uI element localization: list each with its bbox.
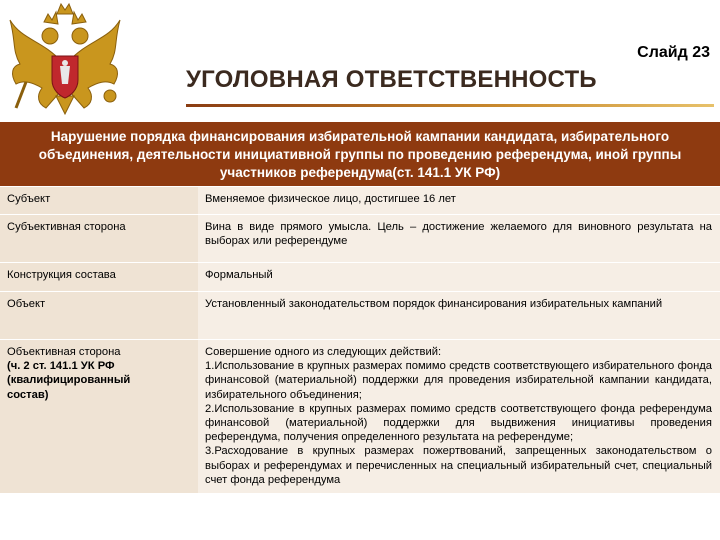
- table-row: [0, 263, 720, 292]
- liability-table: [0, 186, 720, 493]
- slide-title: УГОЛОВНАЯ ОТВЕТСТВЕННОСТЬ: [186, 66, 597, 93]
- row-label-line: (ч. 2 ст. 141.1 УК РФ: [7, 360, 115, 373]
- row-label: Субъект: [0, 187, 198, 215]
- row-value: Установленный законодательством порядок финансирования избирательных кампаний: [198, 292, 720, 340]
- value-line: 3.Расходование в крупных размерах пожертвований, запрещенных законодательством о выборах и референдумах и перечисленных на специальный избирательный счет, специальный счет фонда референдума: [205, 445, 712, 486]
- row-value: Вменяемое физическое лицо, достигшее 16 лет: [198, 187, 720, 215]
- row-label-line: (квалифицированный: [7, 374, 131, 387]
- row-label-line: Объективная сторона: [7, 346, 121, 358]
- table-row: [0, 187, 720, 215]
- slide-number: Слайд 23: [637, 44, 710, 61]
- table-row: [0, 292, 720, 340]
- subtitle-text: Нарушение порядка финансирования избирательной кампании кандидата, избирательного объединения, деятельности инициативной группы по проведению референдума, иной группы участников референдума(ст. 141.1 УК РФ): [38, 129, 682, 180]
- row-value: [198, 340, 720, 494]
- row-label: Конструкция состава: [0, 263, 198, 292]
- row-value: Вина в виде прямого умысла. Цель – достижение желаемого для виновного результата на выборах или референдуме: [198, 215, 720, 263]
- row-label: Объект: [0, 292, 198, 340]
- value-line: 2.Использование в крупных размерах помимо средств соответствующего фонда референдума финансовой (материальной) поддержки для выдвижения инициативы проведения референдума, получения определенного результата на референдуме;: [205, 402, 712, 444]
- value-line: 1.Использование в крупных размерах помимо средств соответствующего избирательного фонда финансовой (материальной) поддержки для проведения избирательной кампании кандидата, избирательного объединения;: [205, 360, 712, 401]
- row-label: [0, 340, 198, 494]
- row-label-line: состав): [7, 388, 49, 401]
- value-line: Совершение одного из следующих действий:: [205, 346, 442, 358]
- title-divider: [186, 104, 714, 107]
- table-row: [0, 215, 720, 263]
- table-row: [0, 340, 720, 494]
- row-value: Формальный: [198, 263, 720, 292]
- double-headed-eagle-coat-of-arms-icon: [2, 0, 128, 120]
- row-label: Субъективная сторона: [0, 215, 198, 263]
- subtitle-band: [0, 122, 720, 186]
